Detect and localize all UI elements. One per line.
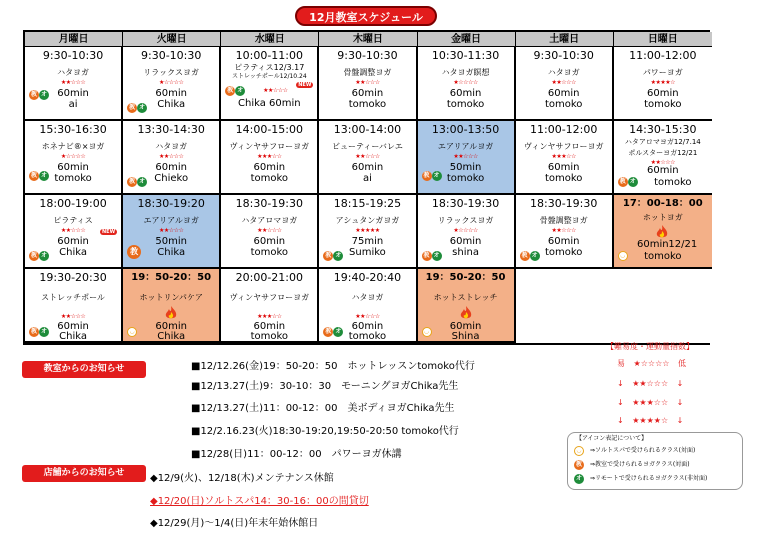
instructor-name: tomoko — [654, 177, 692, 188]
instructor-name: tomoko — [250, 247, 289, 258]
class-cell[interactable] — [123, 195, 221, 269]
class-cell[interactable] — [221, 269, 319, 343]
store-notice-item: ◆12/29(月)～1/4(日)年末年始休館日 — [150, 518, 319, 529]
instructor-name: tomoko — [54, 173, 92, 184]
instructor-name: ai — [362, 173, 372, 184]
online-icon: オ — [139, 178, 146, 185]
day-header-wed: 水曜日 — [221, 32, 319, 47]
class-duration: 60min — [155, 321, 187, 332]
class-duration: 60min — [57, 321, 89, 332]
class-time: 19：50-20：50 — [425, 272, 506, 283]
class-time: 19：50-20：50 — [131, 272, 212, 283]
difficulty-row — [617, 379, 683, 389]
class-cell[interactable] — [418, 121, 516, 195]
difficulty-stars: ★★☆☆☆ — [355, 79, 380, 86]
instructor-name: Chika — [157, 331, 186, 342]
class-name: ホットストレッチ — [433, 293, 498, 302]
hot-flame-icon — [656, 225, 668, 239]
class-duration: 50min — [449, 162, 482, 173]
class-name: 骨盤調整ヨガ — [539, 216, 588, 225]
class-name: アシュタンガヨガ — [335, 216, 400, 225]
class-duration: 60min — [547, 88, 580, 99]
class-cell[interactable] — [221, 121, 319, 195]
difficulty-stars: ★★☆☆☆ — [551, 227, 576, 234]
difficulty-stars: ★★☆☆☆ — [632, 379, 669, 388]
class-name: ハタヨガ — [547, 68, 580, 77]
class-duration: 60min — [155, 162, 187, 173]
class-name: ハタヨガ — [351, 293, 384, 302]
class-name-secondary: ポルスターヨガ12/21 — [628, 149, 698, 157]
class-cell[interactable] — [319, 269, 417, 343]
class-time: 9:30-10:30 — [337, 49, 398, 62]
class-time: 9:30-10:30 — [533, 49, 594, 62]
instructor-name: Chieko — [154, 173, 189, 184]
class-name: ホットヨガ — [642, 213, 683, 222]
classroom-icon: 教 — [423, 252, 430, 259]
difficulty-left: ↓ — [617, 379, 624, 388]
school-notice-item: ■12/12.26(金)19：50-20：50 ホットレッスンtomoko代行 — [191, 361, 475, 372]
class-cell[interactable] — [25, 47, 123, 121]
difficulty-stars: ★☆☆☆☆ — [158, 79, 184, 86]
difficulty-stars: ★★☆☆☆ — [60, 313, 86, 320]
class-cell[interactable] — [319, 195, 417, 269]
instructor-name: ai — [68, 99, 78, 110]
class-duration: 60min — [647, 88, 679, 99]
class-duration: 60min — [449, 236, 482, 247]
school-notice-item: ■12/28(日)11：00-12：00 パワーヨガ休講 — [191, 449, 402, 460]
class-cell[interactable] — [418, 269, 516, 343]
class-cell[interactable] — [516, 195, 614, 269]
schedule-title: 12月教室スケジュール — [295, 6, 437, 26]
class-name: ピラティス12/3.17 — [234, 63, 305, 72]
class-name: ヴィンヤサフローヨガ — [523, 142, 604, 151]
difficulty-right: ↓ — [676, 379, 684, 388]
day-header-sun: 日曜日 — [614, 32, 712, 47]
difficulty-stars: ★★☆☆☆ — [257, 227, 282, 234]
class-time: 9:30-10:30 — [42, 49, 104, 62]
salt-spa-icon: ◡ — [618, 251, 628, 261]
class-date: 12/21 — [668, 239, 698, 250]
icon-legend — [567, 432, 743, 490]
difficulty-stars: ★★★☆☆ — [632, 398, 669, 407]
class-name: ホネナビ®×ヨガ — [41, 142, 105, 151]
difficulty-stars: ★★☆☆☆ — [650, 159, 676, 166]
class-name: 骨盤調整ヨガ — [343, 68, 392, 77]
class-time: 18:30-19:20 — [137, 197, 205, 210]
difficulty-stars: ★★☆☆☆ — [355, 313, 380, 320]
class-time: 9:30-10:30 — [141, 49, 202, 62]
class-duration: 60min — [449, 321, 482, 332]
class-cell[interactable] — [221, 47, 319, 121]
class-name: ハタアロマヨガ12/7.14 — [624, 138, 701, 146]
online-icon: オ — [433, 252, 440, 259]
day-header-tue: 火曜日 — [123, 32, 221, 47]
legend-item: ⇒ソルトスパで受けられるクラス(対面) — [590, 447, 696, 454]
class-time: 18:30-19:30 — [431, 197, 500, 210]
class-name: ホットリンパケア — [139, 293, 203, 302]
classroom-icon: 教 — [325, 252, 332, 259]
instructor-name: Shina — [451, 331, 480, 342]
difficulty-stars: ★★☆☆☆ — [453, 153, 478, 160]
empty-cell — [614, 269, 712, 343]
class-duration: 60min — [351, 88, 384, 99]
instructor-name: tomoko — [644, 251, 682, 262]
difficulty-stars: ★★☆☆☆ — [158, 153, 184, 160]
class-time: 15:30-16:30 — [39, 123, 107, 136]
class-time: 13:30-14:30 — [137, 123, 205, 136]
class-cell[interactable] — [614, 121, 712, 195]
difficulty-right: ↓ — [676, 416, 684, 425]
class-duration: 60min — [253, 236, 286, 247]
class-duration: 60min — [637, 239, 669, 250]
class-duration: 60min — [253, 162, 286, 173]
school-notice-item: ■12/13.27(土)11：00-12：00 美ボディヨガChika先生 — [191, 403, 455, 414]
difficulty-stars: ★★☆☆☆ — [60, 227, 86, 234]
instructor-name: Chika — [59, 331, 87, 342]
class-name: パワーヨガ — [642, 68, 683, 77]
class-cell[interactable] — [25, 269, 123, 343]
difficulty-row — [617, 398, 683, 408]
classroom-icon: 教 — [227, 87, 234, 94]
store-notice-button[interactable]: 店舗からのお知らせ — [22, 465, 146, 482]
class-duration: 60min — [647, 165, 679, 176]
instructor-name: shina — [452, 247, 479, 258]
school-notice-item: ■12/2.16.23(火)18:30-19:20,19:50-20:50 tomoko代行 — [191, 426, 459, 437]
class-cell[interactable] — [614, 195, 712, 269]
class-time: 18:30-19:30 — [235, 197, 303, 210]
online-icon: オ — [40, 91, 47, 98]
instructor-name: tomoko — [446, 173, 485, 184]
classroom-icon: 教 — [30, 91, 37, 98]
difficulty-stars: ★☆☆☆☆ — [453, 79, 478, 86]
class-cell[interactable] — [221, 195, 319, 269]
difficulty-left: ↓ — [617, 398, 624, 407]
online-icon: オ — [335, 252, 342, 259]
instructor-name: Chika — [157, 247, 186, 258]
online-icon: オ — [629, 178, 636, 185]
classroom-icon: 教 — [129, 178, 136, 185]
difficulty-header: 【難易度・運動量指数】 — [606, 342, 694, 351]
class-time: 18:15-19:25 — [333, 197, 402, 210]
classroom-icon: 教 — [325, 328, 332, 335]
online-icon: オ — [139, 104, 146, 111]
instructor-name: Sumiko — [349, 247, 386, 258]
difficulty-right: ↓ — [676, 398, 684, 407]
salt-spa-icon: ◡ — [127, 327, 137, 337]
day-header-fri: 金曜日 — [418, 32, 516, 47]
class-time: 18:30-19:30 — [530, 197, 598, 210]
difficulty-stars: ★★★★☆ — [650, 79, 676, 86]
class-duration: 60min — [253, 321, 286, 332]
class-name: エアリアルヨガ — [437, 142, 494, 151]
day-header-thu: 木曜日 — [319, 32, 417, 47]
class-time: 19:40-20:40 — [333, 271, 402, 284]
class-name: ヴィンヤサフローヨガ — [229, 293, 310, 302]
class-name: ピラティス — [53, 216, 93, 225]
classroom-icon: 教 — [129, 104, 136, 111]
class-duration: 60min — [351, 162, 384, 173]
day-header-mon: 月曜日 — [25, 32, 123, 47]
difficulty-row — [617, 359, 686, 369]
classroom-icon: 教 — [619, 178, 626, 185]
instructor-name: tomoko — [250, 173, 289, 184]
instructor-name: tomoko — [544, 173, 583, 184]
class-duration: Chika 60min — [238, 98, 301, 109]
class-name: ハタヨガ — [57, 68, 90, 77]
class-duration: 60min — [547, 162, 580, 173]
difficulty-row — [617, 416, 683, 426]
class-name: リラックスヨガ — [143, 68, 200, 77]
instructor-name: tomoko — [446, 99, 485, 110]
class-duration: 50min — [155, 236, 187, 247]
class-duration: 60min — [57, 236, 89, 247]
class-cell[interactable] — [123, 269, 221, 343]
class-time: 11:00-12:00 — [629, 49, 697, 62]
difficulty-stars: ★☆☆☆☆ — [60, 153, 86, 160]
new-badge: NEW — [102, 229, 116, 235]
class-time: 13:00-14:00 — [333, 123, 402, 136]
class-name: ハタヨガ — [155, 142, 188, 151]
instructor-name: Chika — [59, 247, 87, 258]
class-time: 20:00-21:00 — [235, 271, 303, 284]
class-duration: 60min — [155, 88, 187, 99]
class-time: 13:00-13:50 — [431, 123, 500, 136]
online-icon: オ — [237, 87, 244, 94]
difficulty-stars: ★★☆☆☆ — [551, 79, 576, 86]
instructor-name: Chika — [157, 99, 186, 110]
class-time: 10:30-11:30 — [431, 49, 500, 62]
class-name: ハタヨガ瞑想 — [441, 68, 490, 77]
difficulty-right: 低 — [677, 359, 686, 368]
class-time: 14:30-15:30 — [629, 123, 697, 136]
class-cell[interactable] — [516, 47, 614, 121]
class-cell[interactable] — [25, 121, 123, 195]
class-duration: 60min — [351, 321, 384, 332]
classroom-icon: 教 — [127, 245, 141, 259]
school-notice-button[interactable]: 教室からのお知らせ — [22, 361, 146, 378]
class-cell[interactable] — [123, 121, 221, 195]
instructor-name: tomoko — [348, 331, 387, 342]
class-name: エアリアルヨガ — [143, 216, 199, 225]
instructor-name: tomoko — [348, 99, 387, 110]
class-name: ハタアロマヨガ — [241, 216, 298, 225]
online-icon: オ — [433, 172, 440, 179]
day-header-sat: 土曜日 — [516, 32, 614, 47]
classroom-icon: 教 — [30, 172, 37, 179]
difficulty-stars: ★★☆☆☆ — [60, 79, 86, 86]
class-name-secondary: ストレッチポール12/10.24 — [231, 73, 307, 80]
empty-cell — [516, 269, 614, 343]
instructor-name: tomoko — [544, 99, 583, 110]
class-cell[interactable] — [123, 47, 221, 121]
school-notice-item: ■12/13.27(土)9：30-10：30 モーニングヨガChika先生 — [191, 381, 459, 392]
hot-flame-icon — [165, 306, 177, 320]
class-time: 17：00-18：00 — [622, 198, 703, 209]
class-duration: 60min — [449, 88, 482, 99]
difficulty-stars: ★★★★☆ — [632, 416, 669, 425]
classroom-icon: 教 — [30, 328, 37, 335]
legend-item: ⇒リモートで受けられるヨガクラス(非対面) — [590, 475, 708, 482]
classroom-icon: 教 — [423, 172, 430, 179]
difficulty-stars: ★★★☆☆ — [551, 153, 576, 160]
difficulty-stars: ★☆☆☆☆ — [633, 359, 670, 368]
class-time: 18:00-19:00 — [39, 197, 107, 210]
class-duration: 75min — [351, 236, 384, 247]
difficulty-stars: ★★★★★ — [355, 227, 380, 234]
difficulty-stars: ★☆☆☆☆ — [453, 227, 478, 234]
legend-header: 【アイコン表記について】 — [576, 435, 648, 442]
class-name: リラックスヨガ — [437, 216, 494, 225]
class-name: ストレッチポール — [41, 293, 105, 302]
online-icon: オ — [40, 328, 47, 335]
difficulty-left: 易 — [617, 359, 625, 368]
class-cell[interactable] — [319, 121, 417, 195]
class-cell[interactable] — [25, 195, 123, 269]
online-icon: オ — [531, 252, 538, 259]
difficulty-stars: ★★☆☆☆ — [158, 227, 184, 234]
legend-item: ⇒教室で受けられるヨガクラス(対面) — [590, 461, 690, 468]
class-time: 14:00-15:00 — [235, 123, 303, 136]
store-notice-item: ◆12/20(日)ソルトスパ14：30-16：00の間貸切 — [150, 496, 369, 507]
class-duration: 60min — [57, 88, 89, 99]
store-notice-item: ◆12/9(火)、12/18(木)メンテナンス休館 — [150, 473, 334, 484]
schedule-grid — [23, 30, 710, 345]
difficulty-stars: ★★★☆☆ — [257, 313, 282, 320]
class-cell[interactable] — [418, 47, 516, 121]
classroom-icon: 教 — [30, 252, 37, 259]
class-cell[interactable] — [418, 195, 516, 269]
online-icon: オ — [335, 328, 342, 335]
class-cell[interactable] — [614, 47, 712, 121]
instructor-name: tomoko — [544, 247, 583, 258]
salt-spa-icon: ◡ — [574, 446, 584, 456]
salt-spa-icon: ◡ — [422, 327, 432, 337]
class-duration: 60min — [57, 162, 89, 173]
class-cell[interactable] — [319, 47, 417, 121]
online-icon: オ — [40, 172, 47, 179]
online-icon: オ — [575, 475, 582, 482]
hot-flame-icon — [460, 306, 472, 320]
new-badge: NEW — [298, 82, 312, 88]
online-icon: オ — [40, 252, 47, 259]
difficulty-stars: ★★☆☆☆ — [355, 153, 380, 160]
classroom-icon: 教 — [575, 461, 582, 468]
class-time: 11:00-12:00 — [530, 123, 598, 136]
class-time: 10:00-11:00 — [235, 49, 303, 62]
class-name: ヴィンヤサフローヨガ — [229, 142, 310, 151]
class-name: ビューティーバレエ — [331, 142, 403, 151]
class-duration: 60min — [547, 236, 580, 247]
difficulty-left: ↓ — [617, 416, 624, 425]
difficulty-stars: ★★★☆☆ — [257, 153, 282, 160]
class-time: 19:30-20:30 — [39, 271, 107, 284]
class-cell[interactable] — [516, 121, 614, 195]
instructor-name: tomoko — [250, 331, 289, 342]
classroom-icon: 教 — [521, 252, 528, 259]
difficulty-stars: ★★☆☆☆ — [263, 87, 288, 94]
instructor-name: tomoko — [644, 99, 682, 110]
